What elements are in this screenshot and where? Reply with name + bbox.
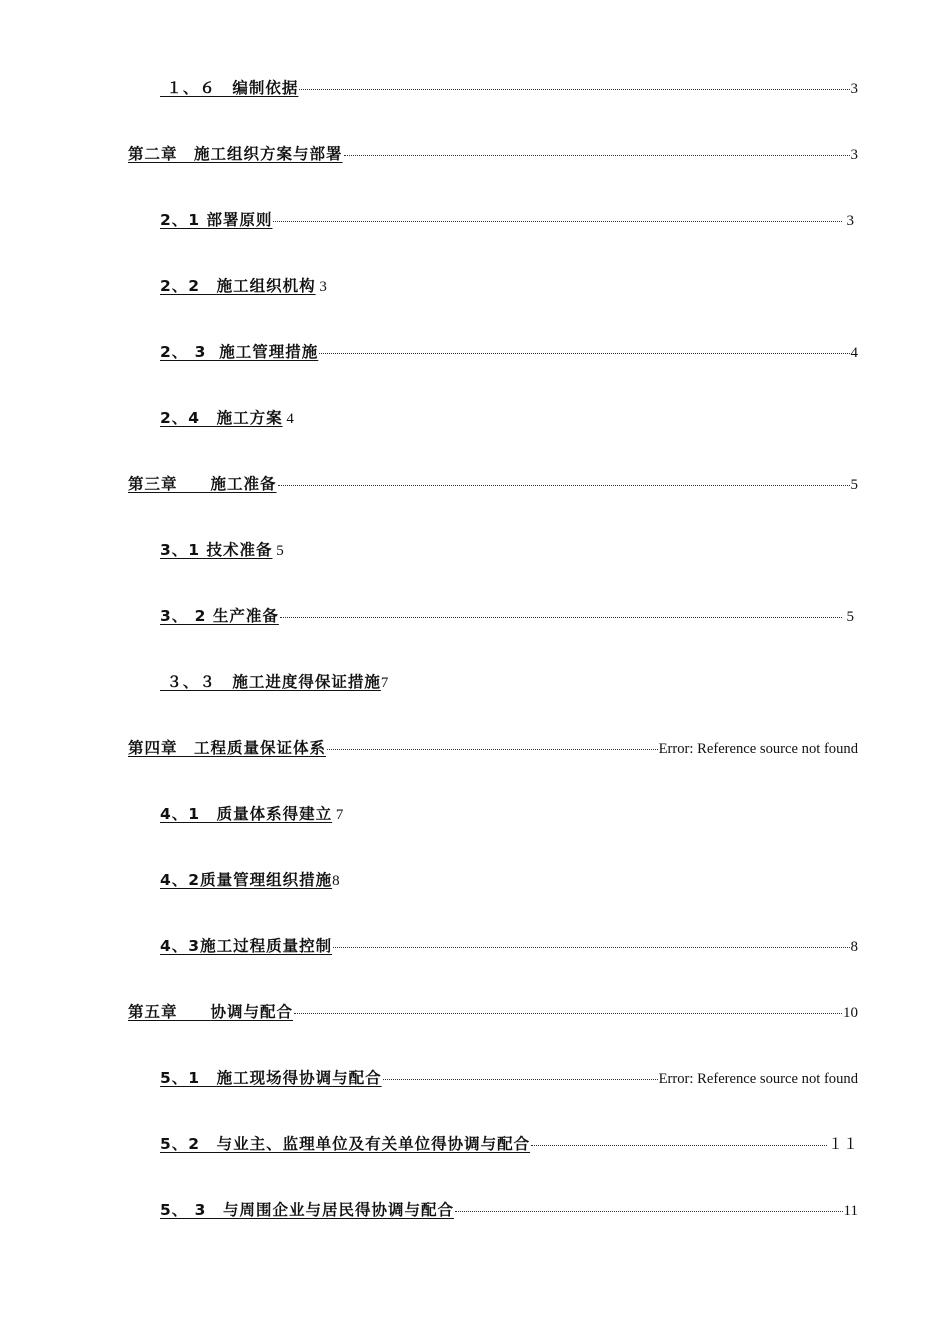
toc-entry-3-1[interactable] bbox=[160, 538, 284, 564]
toc-entry-3-3[interactable] bbox=[160, 670, 388, 696]
toc-entry-page: 8 bbox=[850, 939, 858, 955]
toc-entry-title: 2、 3 施工管理措施 bbox=[160, 343, 319, 361]
toc-entry-title: １、６ 编制依据 bbox=[160, 79, 299, 97]
toc-entry-3-2[interactable] bbox=[160, 604, 854, 630]
toc-entry-5-1[interactable] bbox=[160, 1066, 858, 1092]
toc-entry-chapter-5[interactable] bbox=[128, 1000, 858, 1026]
toc-entry-page: 4 bbox=[850, 345, 858, 361]
toc-entry-page: 3 bbox=[315, 279, 327, 295]
toc-entry-title: 2、2 施工组织机构 bbox=[160, 277, 316, 295]
toc-entry-2-4[interactable] bbox=[160, 406, 294, 432]
toc-entry-4-3[interactable] bbox=[160, 934, 858, 960]
toc-entry-2-3[interactable] bbox=[160, 340, 858, 366]
toc-entry-2-1[interactable] bbox=[160, 208, 854, 234]
toc-entry-page: 5 bbox=[842, 609, 854, 625]
toc-entry-4-1[interactable] bbox=[160, 802, 343, 828]
toc-entry-page: Error: Reference source not found bbox=[658, 741, 858, 757]
toc-entry-title: 第四章 工程质量保证体系 bbox=[128, 739, 327, 757]
toc-entry-page: 5 bbox=[272, 543, 284, 559]
dot-leader bbox=[273, 221, 841, 222]
toc-entry-page: １１ bbox=[827, 1137, 858, 1153]
dot-leader bbox=[319, 353, 849, 354]
dot-leader bbox=[531, 1145, 827, 1146]
toc-entry-title: 第二章 施工组织方案与部署 bbox=[128, 145, 343, 163]
toc-entry-4-2[interactable] bbox=[160, 868, 340, 894]
toc-entry-page: 3 bbox=[850, 81, 858, 97]
toc-entry-title: 5、1 施工现场得协调与配合 bbox=[160, 1069, 382, 1087]
toc-entry-chapter-2[interactable] bbox=[128, 142, 858, 168]
toc-entry-page: 7 bbox=[332, 807, 344, 823]
dot-leader bbox=[299, 89, 849, 90]
dot-leader bbox=[455, 1211, 843, 1212]
dot-leader bbox=[383, 1079, 658, 1080]
toc-entry-page: 11 bbox=[843, 1203, 858, 1219]
dot-leader bbox=[278, 485, 850, 486]
toc-entry-page: 4 bbox=[282, 411, 294, 427]
toc-entry-5-2[interactable] bbox=[160, 1132, 858, 1158]
toc-entry-title: 4、1 质量体系得建立 bbox=[160, 805, 333, 823]
toc-entry-2-2[interactable] bbox=[160, 274, 327, 300]
toc-entry-title: 2、4 施工方案 bbox=[160, 409, 283, 427]
dot-leader bbox=[294, 1013, 842, 1014]
toc-entry-chapter-4[interactable] bbox=[128, 736, 858, 762]
toc-entry-page: 8 bbox=[332, 873, 340, 889]
dot-leader bbox=[280, 617, 842, 618]
toc-entry-5-3[interactable] bbox=[160, 1198, 858, 1224]
dot-leader bbox=[344, 155, 850, 156]
toc-entry-title: 5、 3 与周围企业与居民得协调与配合 bbox=[160, 1201, 454, 1219]
toc-entry-1-6[interactable] bbox=[160, 76, 858, 102]
toc-entry-page: 3 bbox=[842, 213, 854, 229]
toc-entry-title: 第三章 施工准备 bbox=[128, 475, 277, 493]
toc-entry-title: 3、1 技术准备 bbox=[160, 541, 273, 559]
toc-entry-page: 5 bbox=[850, 477, 858, 493]
toc-entry-title: 2、1 部署原则 bbox=[160, 211, 273, 229]
toc-entry-title: 4、2质量管理组织措施 bbox=[160, 871, 333, 889]
toc-entry-page: 10 bbox=[843, 1005, 858, 1021]
dot-leader bbox=[327, 749, 658, 750]
toc-entry-title: ３、３ 施工进度得保证措施 bbox=[160, 673, 381, 691]
toc-entry-title: 第五章 协调与配合 bbox=[128, 1003, 294, 1021]
dot-leader bbox=[333, 947, 849, 948]
toc-entry-chapter-3[interactable] bbox=[128, 472, 858, 498]
toc-entry-title: 3、 2 生产准备 bbox=[160, 607, 279, 625]
toc-entry-page: 3 bbox=[850, 147, 858, 163]
toc-entry-title: 4、3施工过程质量控制 bbox=[160, 937, 333, 955]
toc-entry-page: 7 bbox=[380, 675, 389, 691]
toc-entry-page: Error: Reference source not found bbox=[658, 1071, 858, 1087]
toc-entry-title: 5、2 与业主、监理单位及有关单位得协调与配合 bbox=[160, 1135, 531, 1153]
